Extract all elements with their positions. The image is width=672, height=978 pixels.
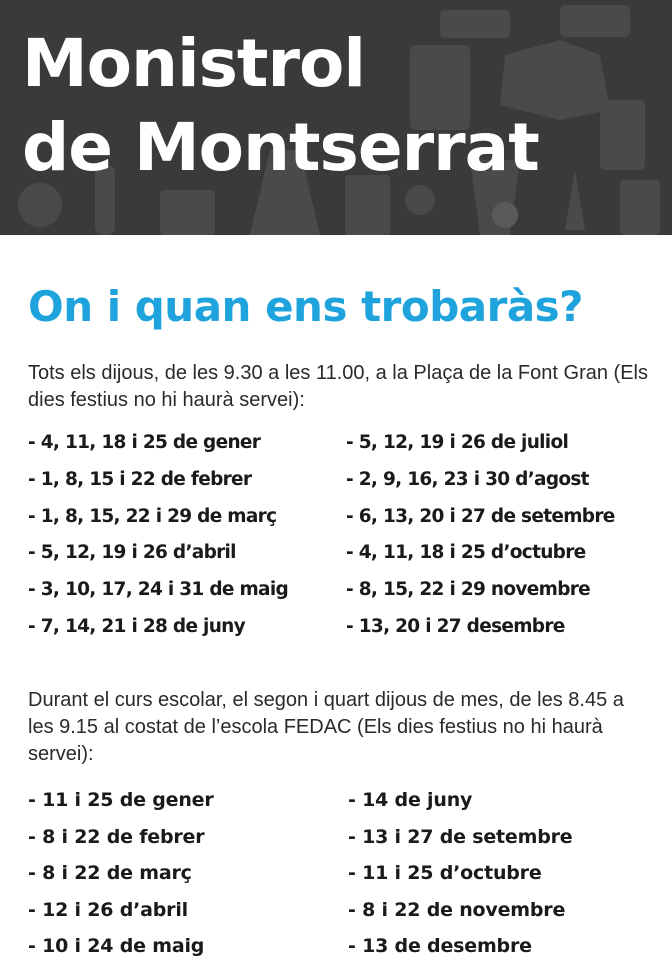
weekly-list-left xyxy=(28,425,288,646)
list-item: - 4, 11, 18 i 25 d’octubre xyxy=(346,542,586,564)
title-line-2: de Montserrat xyxy=(22,109,539,186)
list-item: - 8 i 22 de març xyxy=(28,862,192,885)
list-item: - 1, 8, 15, 22 i 29 de març xyxy=(28,505,277,527)
list-item: - 10 i 24 de maig xyxy=(28,935,205,958)
drill-icon xyxy=(600,100,645,170)
list-item: - 11 i 25 de gener xyxy=(28,789,214,811)
paint-can-icon xyxy=(620,180,660,235)
fruit-icon xyxy=(492,202,518,228)
list-item: - 5, 12, 19 i 26 de juliol xyxy=(346,432,569,453)
list-item: - 5, 12, 19 i 26 d’abril xyxy=(28,542,236,564)
list-item: - 13 de desembre xyxy=(348,935,532,958)
list-item: - 8 i 22 de febrer xyxy=(28,825,205,848)
weekly-intro: Tots els dijous, de les 9.30 a les 11.00, a la Plaça de la Font Gran (Els dies festius no hi haurà servei): xyxy=(28,362,648,411)
book-icon xyxy=(160,190,215,235)
list-item: - 11 i 25 d’octubre xyxy=(348,862,542,885)
list-item: - 4, 11, 18 i 25 de gener xyxy=(28,432,261,453)
weekly-list-right xyxy=(346,425,615,646)
school-intro: Durant el curs escolar, el segon i quart dijous de mes, de les 8.45 a les 9.15 al costat de l’escola FEDAC (Els dies festius no hi haurà servei): xyxy=(28,689,624,765)
list-item: - 8, 15, 22 i 29 novembre xyxy=(346,579,591,601)
radio-icon xyxy=(560,5,630,37)
list-item: - 8 i 22 de novembre xyxy=(348,898,566,921)
page-title xyxy=(22,22,539,190)
list-item: - 14 de juny xyxy=(348,789,473,811)
school-list-right xyxy=(348,782,572,965)
title-line-1: Monistrol xyxy=(22,25,365,102)
list-item: - 12 i 26 d’abril xyxy=(28,898,188,921)
list-item: - 3, 10, 17, 24 i 31 de maig xyxy=(28,579,289,601)
section-title: On i quan ens trobaràs? xyxy=(28,282,584,331)
list-item: - 13, 20 i 27 desembre xyxy=(346,615,565,637)
list-item: - 7, 14, 21 i 28 de juny xyxy=(28,615,245,637)
list-item: - 2, 9, 16, 23 i 30 d’agost xyxy=(346,468,589,490)
header-banner xyxy=(0,0,672,235)
list-item: - 6, 13, 20 i 27 de setembre xyxy=(346,505,615,527)
brush-icon xyxy=(565,170,585,230)
list-item: - 13 i 27 de setembre xyxy=(348,825,573,848)
list-item: - 1, 8, 15 i 22 de febrer xyxy=(28,468,252,490)
school-list-left xyxy=(28,782,214,965)
